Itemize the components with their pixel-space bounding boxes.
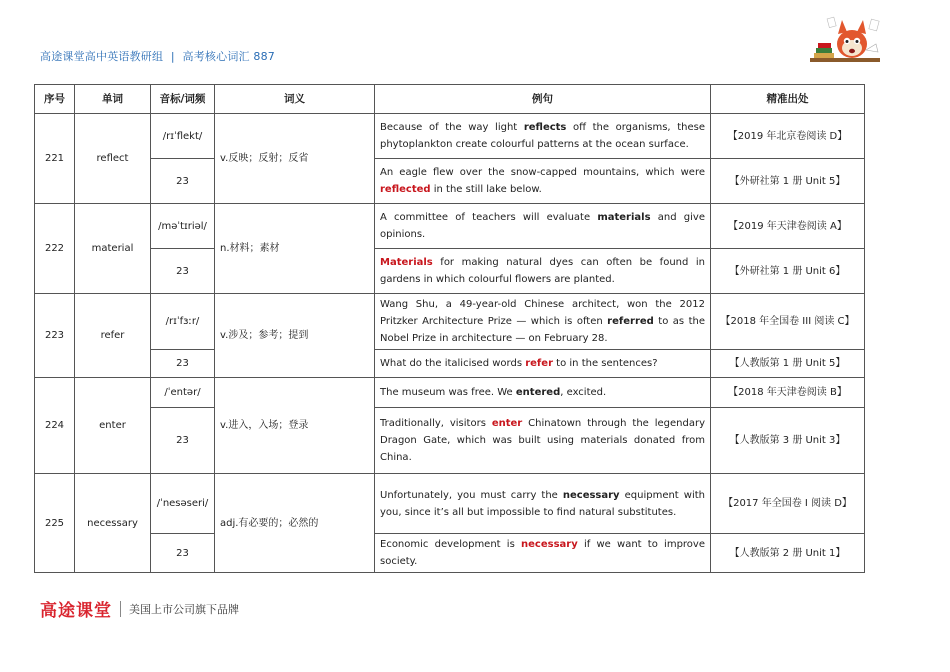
example-text: off the organisms, these phytoplankton create colourful patterns at the ocean surface. (380, 122, 705, 150)
table-row (35, 534, 865, 573)
entry-source: 【2019 年天津卷阅读 A】 (711, 204, 865, 249)
example-text: if we want to improve society. (380, 539, 705, 567)
example-keyword: Materials (380, 257, 433, 268)
table-row (35, 408, 865, 474)
entry-source: 【2018 年天津卷阅读 B】 (711, 378, 865, 408)
entry-frequency: 23 (151, 249, 215, 294)
entry-frequency: 23 (151, 534, 215, 573)
entry-no: 225 (35, 474, 75, 573)
entry-meaning: v.进入，入场；登录 (215, 378, 375, 474)
entry-example (375, 294, 711, 350)
example-text: A committee of teachers will evaluate (380, 212, 598, 223)
entry-phonetic: /məˈtɪriəl/ (151, 204, 215, 249)
example-text: equipment with you, since it’s all but impossible to find natural substitutes. (380, 489, 705, 518)
table-header-row (35, 85, 865, 114)
example-keyword: materials (597, 212, 651, 223)
entry-no: 221 (35, 114, 75, 204)
vocab-table (34, 84, 865, 573)
header-org: 高途课堂高中英语教研组 (40, 50, 164, 63)
example-keyword: necessary (521, 539, 578, 550)
entry-source: 【外研社第 1 册 Unit 6】 (711, 249, 865, 294)
example-keyword: entered (515, 387, 561, 398)
entry-word: material (75, 204, 151, 294)
example-keyword: enter (491, 418, 523, 429)
example-text: and give opinions. (380, 212, 705, 240)
page-footer (40, 596, 239, 621)
footer-divider (120, 601, 121, 617)
table-row (35, 474, 865, 534)
entry-word: necessary (75, 474, 151, 573)
example-text: The museum was free. We (380, 387, 516, 398)
entry-phonetic: /rɪˈflekt/ (151, 114, 215, 159)
brand-tagline: 美国上市公司旗下品牌 (129, 602, 239, 616)
table-row (35, 114, 865, 159)
entry-frequency: 23 (151, 408, 215, 474)
entry-meaning: adj.有必要的；必然的 (215, 474, 375, 573)
entry-no: 222 (35, 204, 75, 294)
example-text: to in the sentences? (553, 358, 658, 369)
header-example: 例句 (375, 85, 711, 114)
table-row (35, 159, 865, 204)
example-text: Traditionally, visitors (380, 418, 492, 429)
entry-word: reflect (75, 114, 151, 204)
table-row (35, 350, 865, 378)
header-title: 高考核心词汇 887 (182, 50, 276, 63)
entry-no: 224 (35, 378, 75, 474)
header-separator: | (170, 50, 175, 63)
entry-word: enter (75, 378, 151, 474)
example-text: An eagle flew over the snow-capped mountains, which were (380, 167, 705, 178)
example-keyword: reflected (380, 184, 431, 195)
entry-source: 【外研社第 1 册 Unit 5】 (711, 159, 865, 204)
entry-source: 【2018 年全国卷 III 阅读 C】 (711, 294, 865, 350)
entry-meaning: v.反映；反射；反省 (215, 114, 375, 204)
entry-meaning: v.涉及；参考；提到 (215, 294, 375, 378)
header-meaning: 词义 (215, 85, 375, 114)
example-text: Because of the way light (380, 122, 524, 133)
brand-logo: 高途课堂 (40, 601, 112, 621)
header-phonetic-freq: 音标/词频 (151, 85, 215, 114)
table-row (35, 249, 865, 294)
example-keyword: refer (525, 358, 553, 369)
table-row (35, 378, 865, 408)
example-keyword: necessary (562, 489, 620, 501)
entry-source: 【2017 年全国卷 I 阅读 D】 (711, 474, 865, 534)
table-row (35, 204, 865, 249)
entry-example (375, 474, 711, 534)
entry-phonetic: /ˈnesəseri/ (151, 474, 215, 534)
header-word: 单词 (75, 85, 151, 114)
example-text: for making natural dyes can often be found in gardens in which colourful flowers are planted. (380, 257, 705, 285)
entry-example (375, 534, 711, 573)
entry-example (375, 408, 711, 474)
entry-source: 【人教版第 2 册 Unit 1】 (711, 534, 865, 573)
example-keyword: reflects (523, 122, 567, 133)
entry-example (375, 249, 711, 294)
entry-example (375, 159, 711, 204)
entry-example (375, 114, 711, 159)
mascot-icon (808, 14, 882, 74)
example-text: , excited. (560, 387, 607, 398)
entry-frequency: 23 (151, 350, 215, 378)
entry-source: 【人教版第 3 册 Unit 3】 (711, 408, 865, 474)
page-header (40, 48, 275, 64)
example-text: What do the italicised words (380, 358, 526, 369)
table-row (35, 294, 865, 350)
entry-frequency: 23 (151, 159, 215, 204)
header-source: 精准出处 (711, 85, 865, 114)
example-text: in the still lake below. (430, 184, 542, 195)
example-text: Economic development is (380, 539, 522, 550)
example-text: Unfortunately, you must carry the (380, 489, 563, 501)
entry-source: 【2019 年北京卷阅读 D】 (711, 114, 865, 159)
entry-no: 223 (35, 294, 75, 378)
entry-example (375, 204, 711, 249)
example-text: Wang Shu, a 49-year-old Chinese architect, won the 2012 Pritzker Architecture Prize — which is often (380, 299, 705, 327)
entry-word: refer (75, 294, 151, 378)
example-keyword: referred (607, 316, 654, 327)
entry-phonetic: /rɪˈfɜːr/ (151, 294, 215, 350)
example-text: to as the Nobel Prize in architecture — on February 28. (380, 316, 705, 344)
entry-example (375, 350, 711, 378)
example-text: Chinatown through the legendary Dragon Gate, which was built using materials donated from China. (380, 418, 706, 463)
entry-example (375, 378, 711, 408)
entry-meaning: n.材料；素材 (215, 204, 375, 294)
header-no: 序号 (35, 85, 75, 114)
entry-phonetic: /ˈentər/ (151, 378, 215, 408)
entry-source: 【人教版第 1 册 Unit 5】 (711, 350, 865, 378)
